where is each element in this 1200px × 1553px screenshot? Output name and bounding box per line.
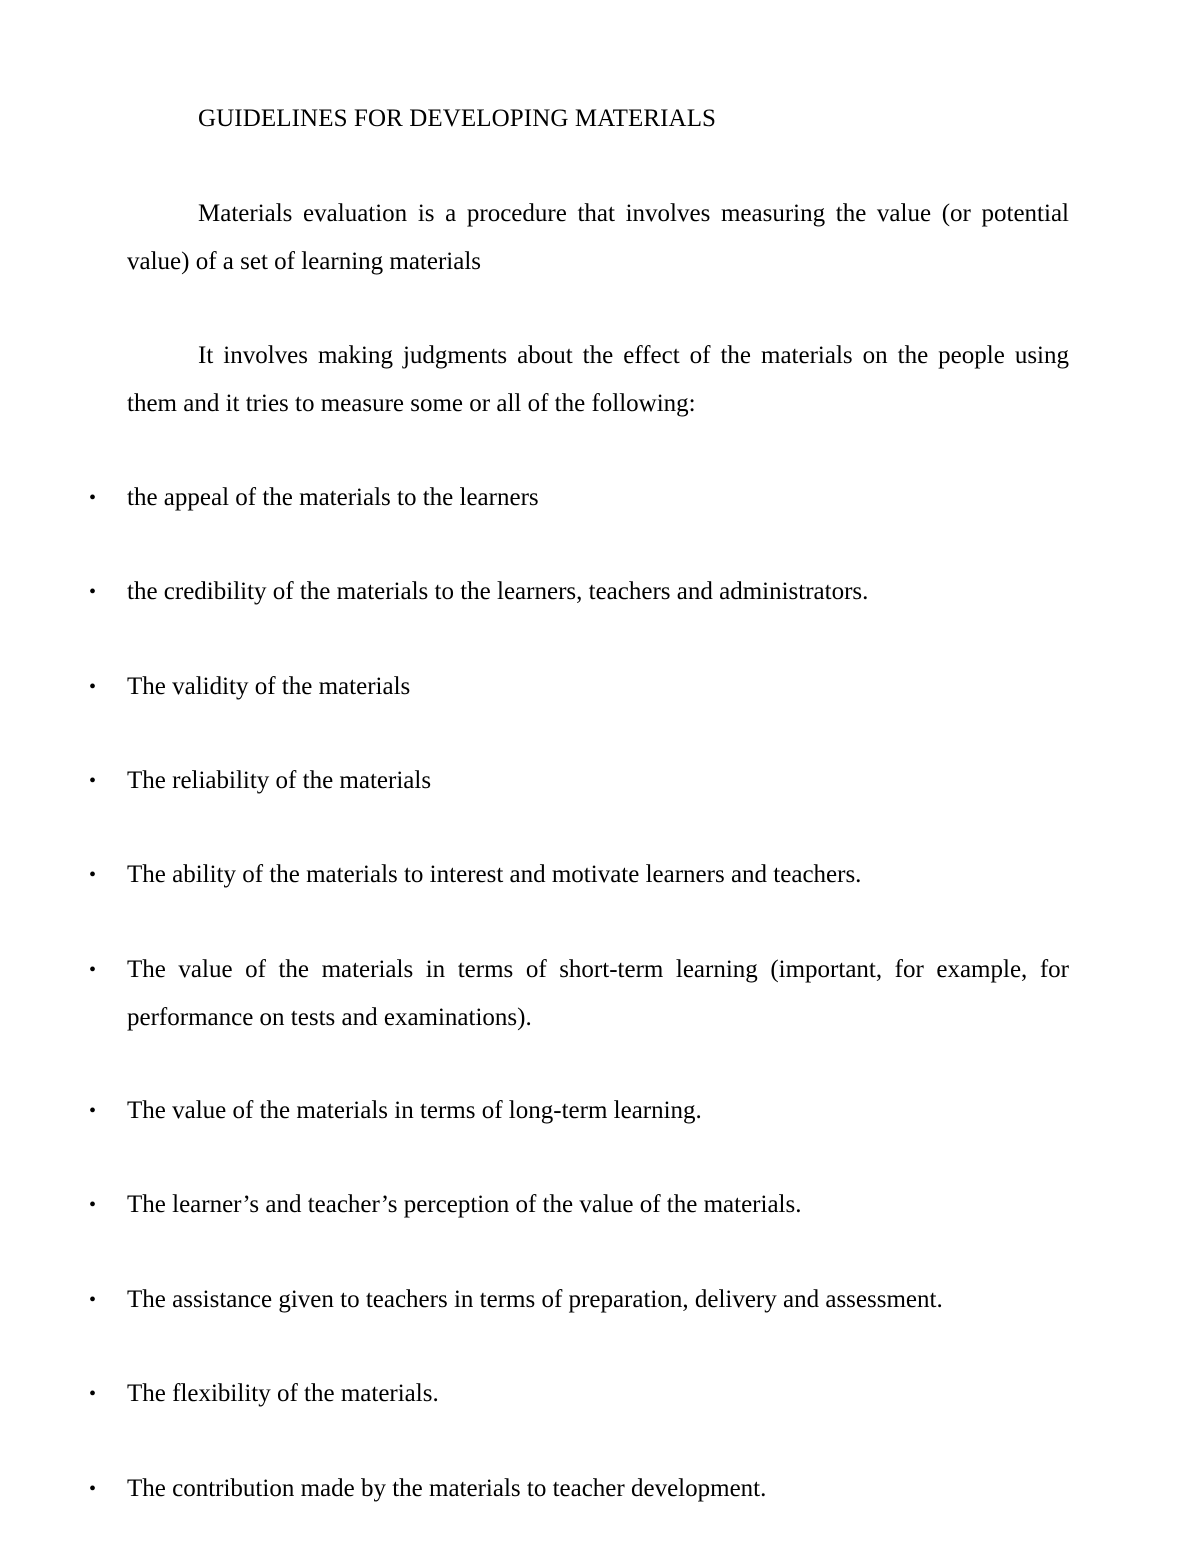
bullet-icon: • — [89, 1100, 97, 1122]
list-item — [89, 474, 1069, 522]
list-item — [89, 1087, 1069, 1135]
list-item — [89, 1370, 1069, 1418]
bullet-icon: • — [89, 1383, 97, 1405]
list-item — [89, 757, 1069, 805]
bullet-icon: • — [89, 581, 97, 603]
list-item-text: The value of the materials in terms of long-term learning. — [127, 1097, 702, 1124]
list-item-text: The contribution made by the materials to teacher development. — [127, 1475, 767, 1502]
paragraph-definition: Materials evaluation is a procedure that involves measuring the value (or potential value) of a set of learning materials — [127, 200, 1069, 275]
bullet-icon: • — [89, 1194, 97, 1216]
list-item-text: The learner’s and teacher’s perception of the value of the materials. — [127, 1191, 802, 1218]
list-item-text: The ability of the materials to interest and motivate learners and teachers. — [127, 861, 862, 888]
document-title: GUIDELINES FOR DEVELOPING MATERIALS — [198, 105, 717, 132]
list-item — [89, 663, 1069, 711]
list-item — [89, 946, 1069, 1042]
list-item — [89, 851, 1069, 899]
bullet-icon: • — [89, 1478, 97, 1500]
list-item-text: the appeal of the materials to the learners — [127, 484, 539, 511]
list-item-text: The value of the materials in terms of short-term learning (important, for example, for performance on tests and examinations). — [127, 956, 1069, 1031]
bullet-icon: • — [89, 1289, 97, 1311]
bullet-icon: • — [89, 864, 97, 886]
list-item — [89, 1181, 1069, 1229]
bullet-icon: • — [89, 487, 97, 509]
list-item-text: The flexibility of the materials. — [127, 1380, 439, 1407]
list-item — [89, 568, 1069, 616]
paragraph-judgments: It involves making judgments about the effect of the materials on the people using them and it tries to measure some or all of the following: — [127, 342, 1069, 417]
list-item-text: The validity of the materials — [127, 673, 411, 700]
list-item-text: The assistance given to teachers in terms of preparation, delivery and assessment. — [127, 1286, 943, 1313]
list-item-text: the credibility of the materials to the learners, teachers and administrators. — [127, 578, 869, 605]
bullet-icon: • — [89, 770, 97, 792]
list-item-text: The reliability of the materials — [127, 767, 432, 794]
list-item — [89, 1276, 1069, 1324]
bullet-icon: • — [89, 959, 97, 981]
list-item — [89, 1465, 1069, 1513]
bullet-icon: • — [89, 676, 97, 698]
